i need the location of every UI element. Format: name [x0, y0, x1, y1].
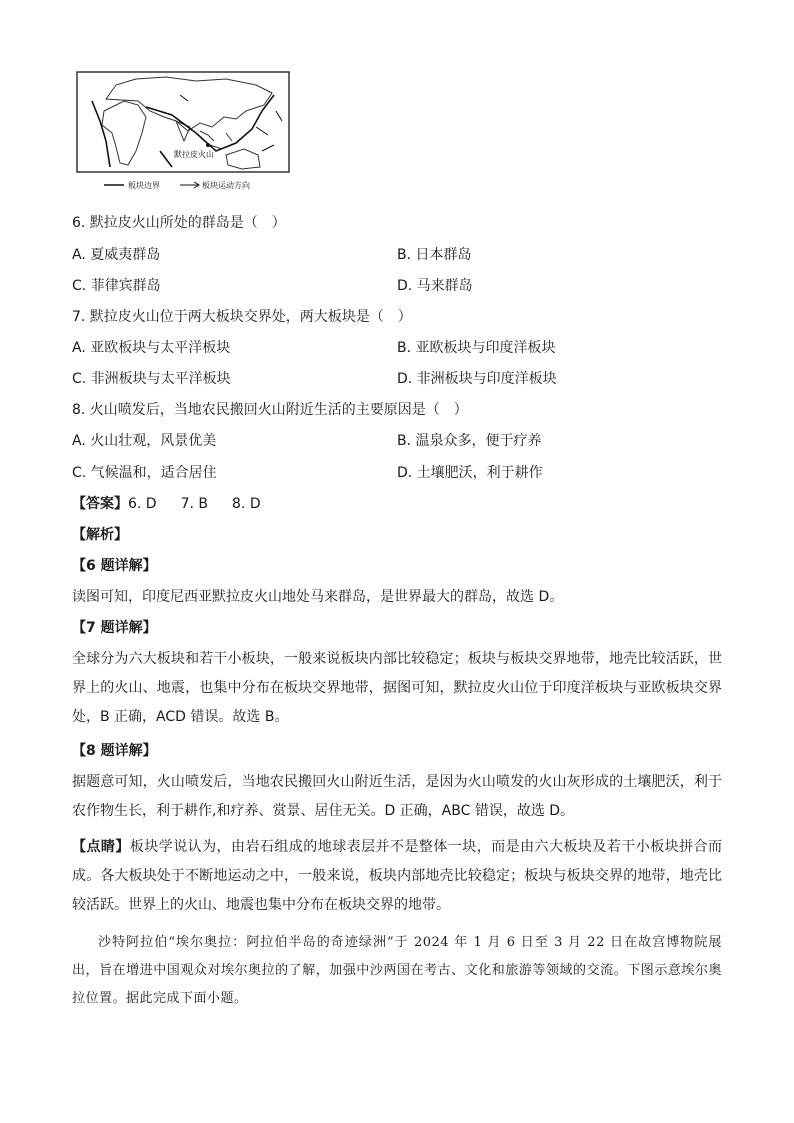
- q7-stem: 7. 默拉皮火山位于两大板块交界处，两大板块是（ ）: [72, 309, 412, 325]
- volcano-marker: [206, 143, 210, 147]
- detail8-text: 据题意可知，火山喷发后，当地农民搬回火山附近生活，是因为火山喷发的火山灰形成的土壤肥沃，利于农作物生长，利于耕作,和疗养、赏景、居住无关。D 正确，ABC 错误，故选 D。: [72, 774, 722, 819]
- q6-option-a: A. 夏威夷群岛: [72, 247, 161, 263]
- q6-option-c: C. 菲律宾群岛: [72, 278, 161, 294]
- detail6-tag: 【6 题详解】: [72, 558, 157, 574]
- answer-6: 6. D: [128, 496, 157, 512]
- q6-option-d: D. 马来群岛: [397, 278, 473, 294]
- point-tag: 【点睛】: [72, 839, 130, 855]
- q7-option-a: A. 亚欧板块与太平洋板块: [72, 340, 231, 356]
- legend-motion-label: 板块运动方向: [202, 181, 250, 190]
- q6-stem: 6. 默拉皮火山所处的群岛是（ ）: [72, 215, 286, 231]
- detail7-text: 全球分为六大板块和若干小板块，一般来说板块内部比较稳定；板块与板块交界地带，地壳比较活跃，世界上的火山、地震，也集中分布在板块交界地带，据图可知，默拉皮火山位于印度洋板块与亚欧板块交界处，B 正确，ACD 错误。故选 B。: [72, 651, 722, 725]
- q8-option-a: A. 火山壮观，风景优美: [72, 433, 217, 449]
- detail7-tag: 【7 题详解】: [72, 620, 157, 636]
- q6-option-b: B. 日本群岛: [397, 247, 472, 263]
- analysis-tag: 【解析】: [72, 527, 128, 543]
- point-text: 板块学说认为，由岩石组成的地球表层并不是整体一块，而是由六大板块及若干小板块拼合而成。各大板块处于不断地运动之中，一般来说，板块内部地壳比较稳定；板块与板块交界的地带，地壳比较活跃。世界上的火山、地震也集中分布在板块交界的地带。: [72, 839, 723, 913]
- q7-option-c: C. 非洲板块与太平洋板块: [72, 371, 231, 387]
- q8-stem: 8. 火山喷发后，当地农民搬回火山附近生活的主要原因是（ ）: [72, 402, 468, 418]
- q8-option-d: D. 土壤肥沃，利于耕作: [397, 465, 543, 481]
- point-block: [72, 833, 722, 920]
- plate-map: [76, 71, 290, 191]
- answer-tag: 【答案】: [72, 496, 128, 512]
- detail6-text: 读图可知，印度尼西亚默拉皮火山地处马来群岛，是世界最大的群岛，故选 D。: [72, 589, 564, 605]
- q7-option-b: B. 亚欧板块与印度洋板块: [397, 340, 556, 356]
- q8-option-b: B. 温泉众多，便于疗养: [397, 433, 542, 449]
- volcano-label: 默拉皮火山: [174, 150, 214, 159]
- answer-8: 8. D: [232, 496, 261, 512]
- answer-line: [72, 494, 261, 514]
- legend-boundary-label: 板块边界: [128, 181, 160, 190]
- q7-option-d: D. 非洲板块与印度洋板块: [397, 371, 557, 387]
- detail8-tag: 【8 题详解】: [72, 743, 157, 759]
- answer-7: 7. B: [180, 496, 209, 512]
- plate-map-figure: [76, 71, 290, 191]
- q8-option-c: C. 气候温和，适合居住: [72, 465, 217, 481]
- next-question-intro: 沙特阿拉伯“埃尔奥拉：阿拉伯半岛的奇迹绿洲”于 2024 年 1 月 6 日至 3 月 22 日在故宫博物院展出，旨在增进中国观众对埃尔奥拉的了解，加强中沙两国在考古、文化和旅游等领域的交流。下图示意埃尔奥拉位置。据此完成下面小题。: [72, 935, 722, 1006]
